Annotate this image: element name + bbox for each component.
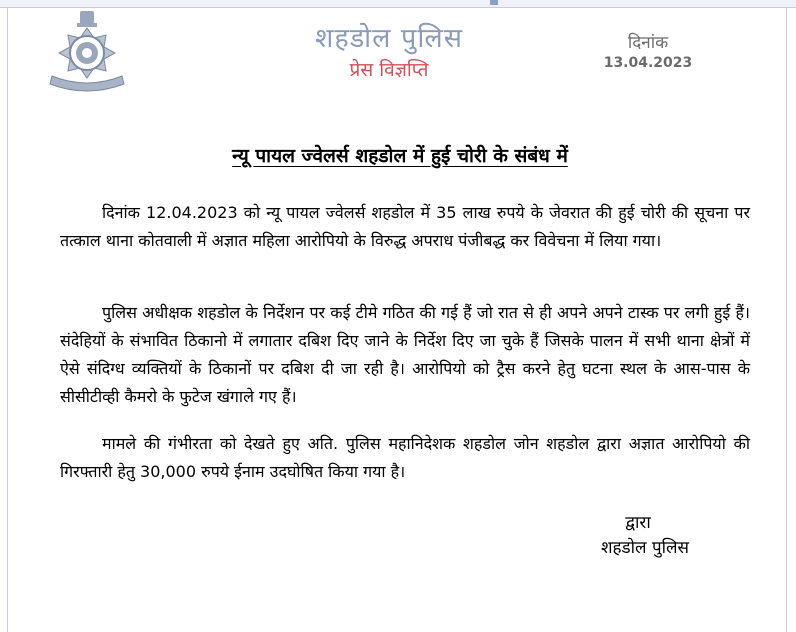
subject-heading bbox=[100, 142, 700, 168]
header-title: शहडोल पुलिस bbox=[315, 23, 463, 54]
paragraph-1-text: दिनांक 12.04.2023 को न्यू पायल ज्वेलर्स शहडोल में 35 लाख रुपये के जेवरात की हुई चोरी की सूचना पर तत्काल थाना कोतवाली में अज्ञात महिला आरोपियो के विरुद्ध अपराध पंजीबद्ध कर विवेचना में लिया गया। bbox=[60, 203, 750, 250]
paragraph-3-text: मामले की गंभीरता को देखते हुए अति. पुलिस महानिदेशक शहडोल जोन शहडोल द्वारा अज्ञात आरोपियो की गिरफ्तारी हेतु 30,000 रुपये ईनाम उदघोषित किया गया है। bbox=[60, 434, 750, 481]
window-marker bbox=[490, 0, 498, 5]
page-border-right bbox=[786, 8, 787, 632]
date-value: 13.04.2023 bbox=[603, 55, 693, 71]
signature-by: द्वारा bbox=[625, 513, 651, 533]
paragraph-1 bbox=[60, 199, 750, 255]
window-top-bar bbox=[0, 0, 796, 8]
mp-police-emblem-icon bbox=[44, 8, 130, 94]
paragraph-3 bbox=[60, 430, 750, 486]
page-border-left bbox=[7, 8, 8, 632]
date-label: दिनांक bbox=[627, 33, 669, 53]
signature-name: शहडोल पुलिस bbox=[600, 538, 690, 558]
paragraph-2-text: पुलिस अधीक्षक शहडोल के निर्देशन पर कई टीमे गठित की गई हैं जो रात से ही अपने अपने टास्क पर लगी हुई हैं। संदेहियों के संभावित ठिकानो में लगातार दबिश दिए जाने के निर्देश दिए जा चुके हैं जिसके पालन में सभी थाना क्षेत्रों में ऐसे संदिग्ध व्यक्तियों के ठिकानों पर दबिश दी जा रही है। आरोपियो को ट्रैस करने हेतु घटना स्थल के आस-पास के सीसीटीव्ही कैमरो के फुटेज खंगाले गए हैं। bbox=[60, 303, 750, 406]
header-subtitle: प्रेस विज्ञप्ति bbox=[349, 59, 429, 81]
subject-text: न्यू पायल ज्वेलर्स शहडोल में हुई चोरी के संबंध में bbox=[232, 145, 568, 167]
paragraph-2 bbox=[60, 299, 750, 411]
